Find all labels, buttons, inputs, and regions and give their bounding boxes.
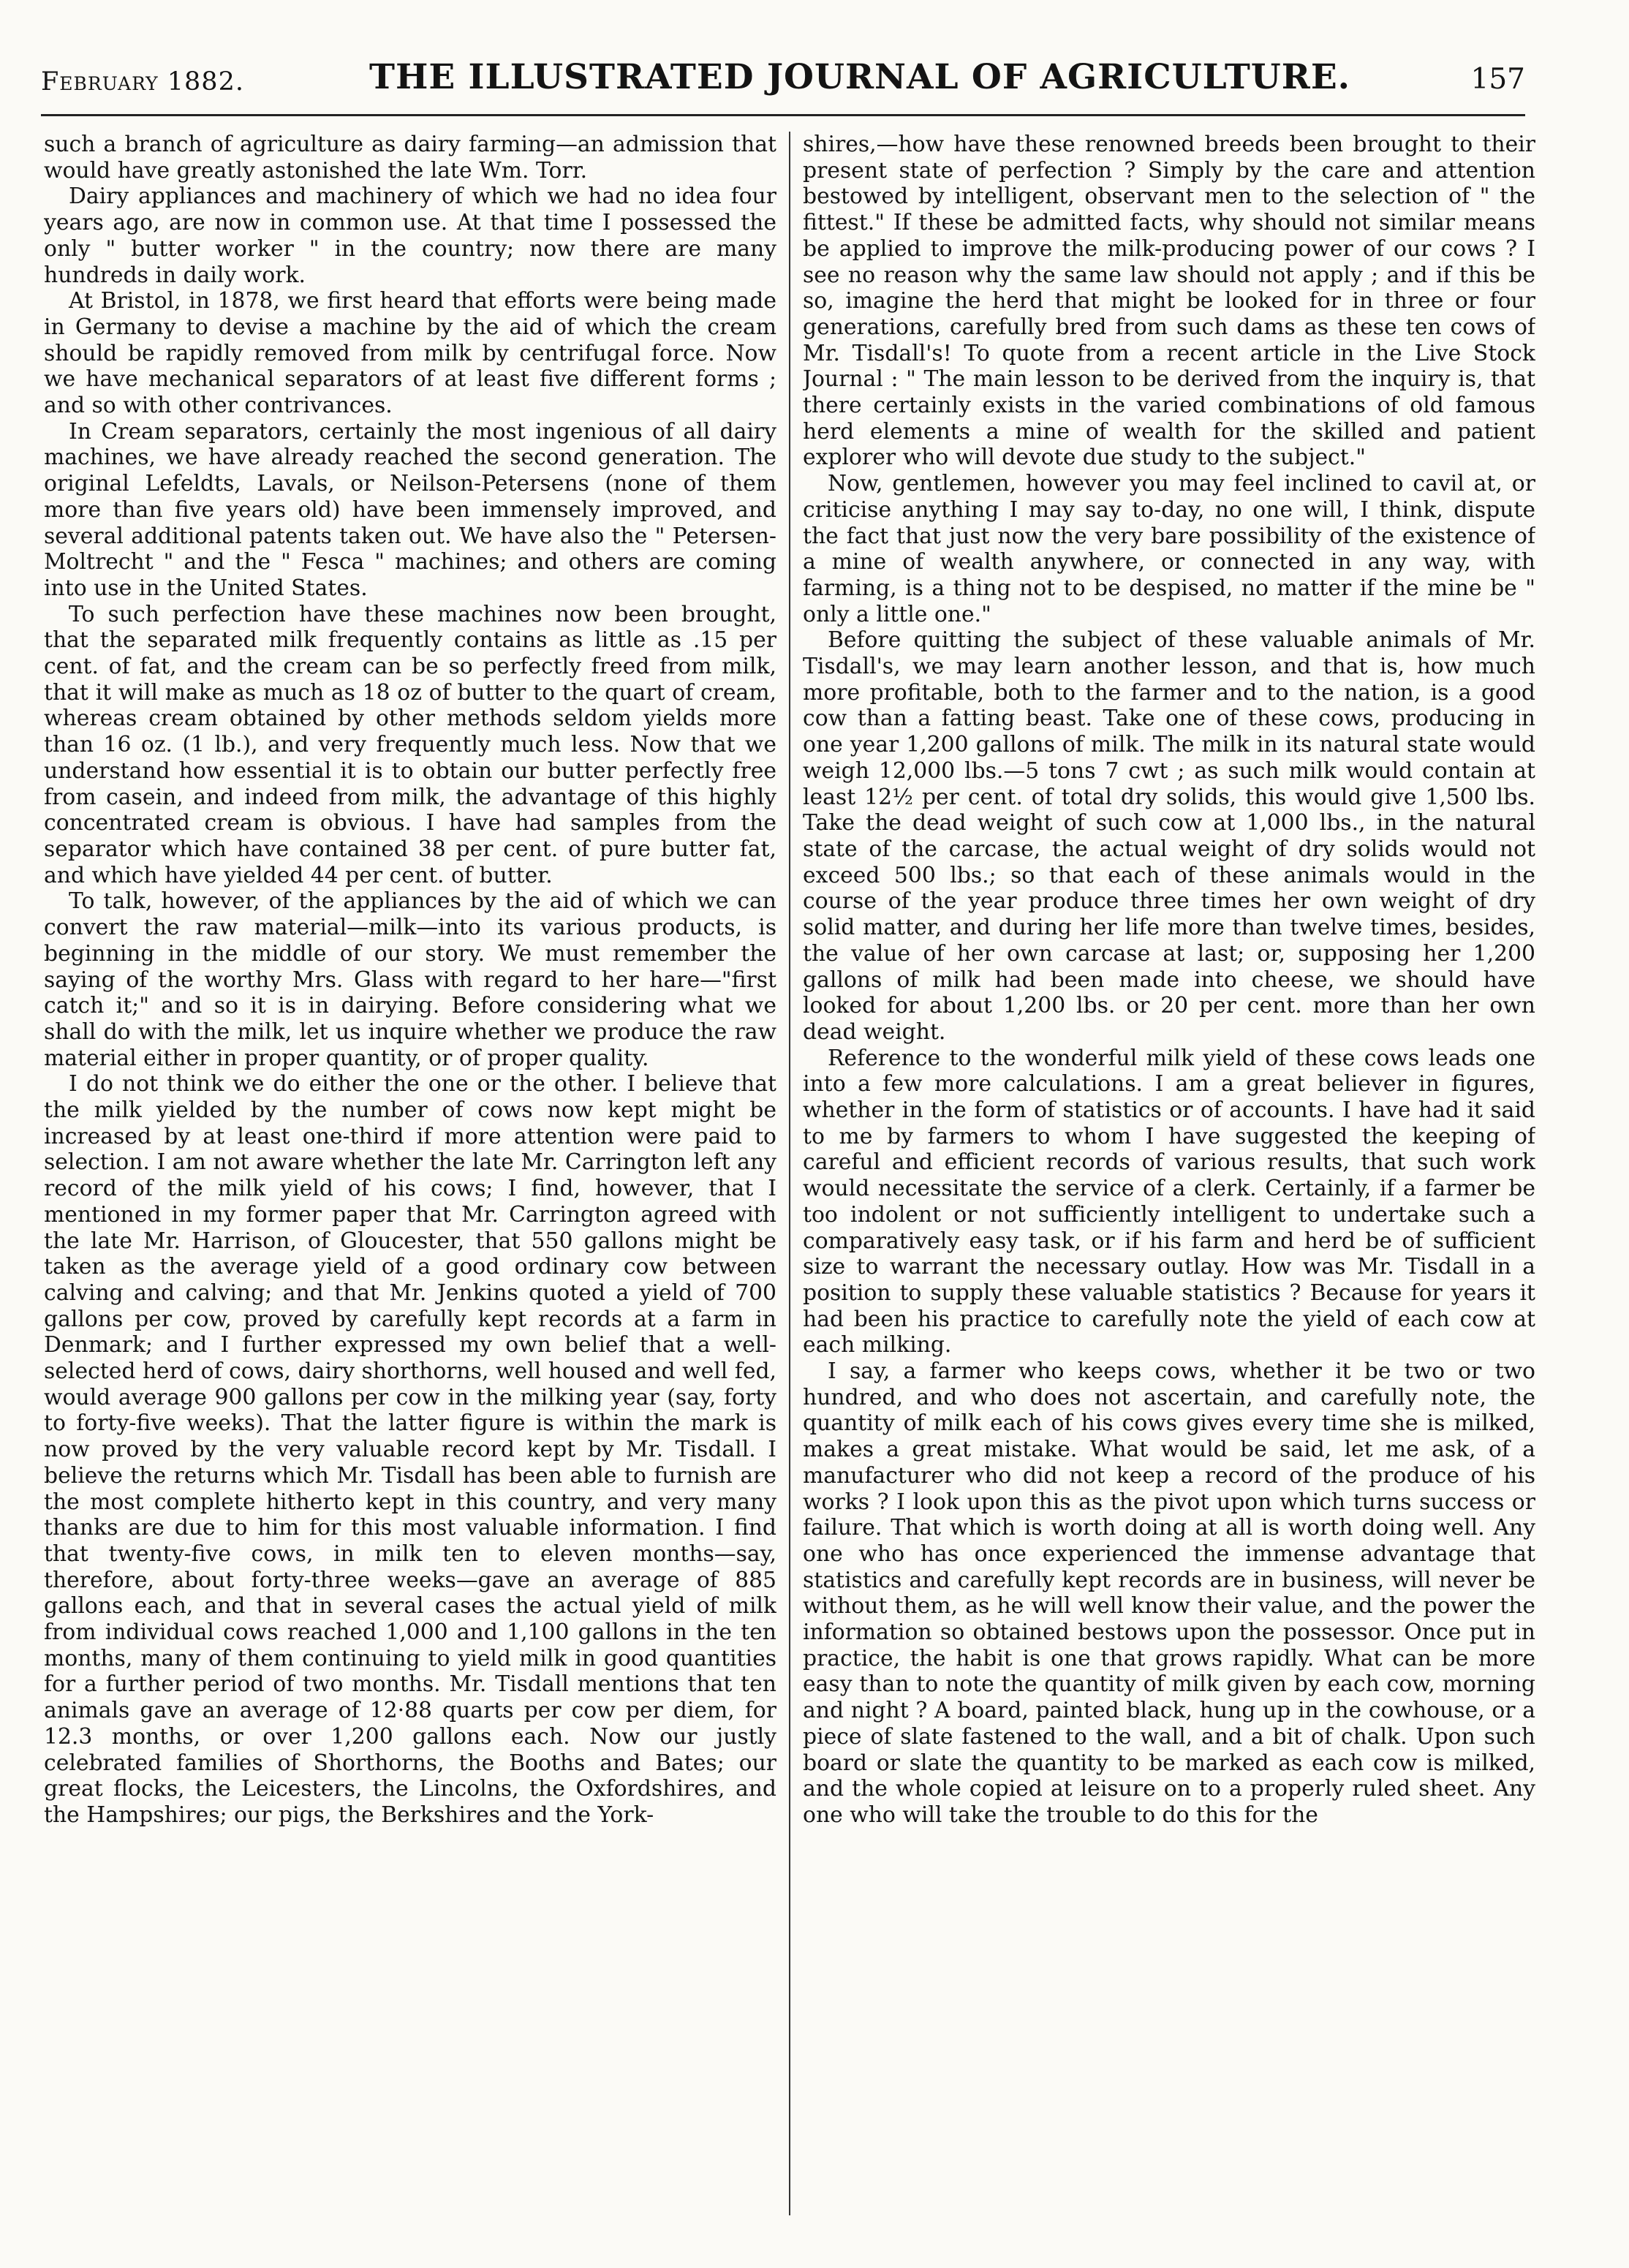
paragraph: I say, a farmer who keeps cows, whether it be two or two hundred, and who does not ascertain, and carefully note, the quantity of milk each of his cows gives every time she is milked, makes a great mistake. What would be said, let me ask, of a manufacturer who did not keep a record of the produce of his works ? I look upon this as the pivot upon which turns success or failure. That which is worth doing at all is worth doing well. Any one who has once experienced the immense advantage that statistics and carefully kept records are in business, will never be without them, as he will well know their value, and the power the information so obtained bestows upon the possessor. Once put in practice, the habit is one that grows rapidly. What can be more easy than to note the quantity of milk given by each cow, morning and night ? A board, painted black, hung up in the cowhouse, or a piece of slate fastened to the wall, and a bit of chalk. Upon such board or slate the quantity to be marked as each cow is milked, and the whole copied at leisure on to a properly ruled sheet. Any one who will take the trouble to do this for the <box>803 1358 1535 1828</box>
paragraph: At Bristol, in 1878, we first heard that efforts were being made in Germany to devise a machine by the aid of which the cream should be rapidly removed from milk by centrifugal force. Now we have mechanical separators of at least five different forms ; and so with other contrivances. <box>44 288 776 419</box>
paragraph: such a branch of agriculture as dairy farming—an admission that would have greatly astonished the late Wm. Torr. <box>44 132 776 184</box>
header-rule <box>41 114 1525 116</box>
journal-title: THE ILLUSTRATED JOURNAL OF AGRICULTURE. <box>368 57 1351 97</box>
paragraph: Now, gentlemen, however you may feel inclined to cavil at, or criticise anything I may say to-day, no one will, I think, dispute the fact that just now the very bare possibility of the existence of a mine of wealth anywhere, or connected in any way, with farming, is a thing not to be despised, no matter if the mine be " only a little one." <box>803 471 1535 627</box>
page-number: 157 <box>1470 63 1525 96</box>
left-column <box>44 132 776 2237</box>
paragraph: shires,—how have these renowned breeds been brought to their present state of perfection ? Simply by the care and attention bestowed by intelligent, observant men to the selection of " the fittest." If these be admitted facts, why should not similar means be applied to improve the milk-producing power of our cows ? I see no reason why the same law should not apply ; and if this be so, imagine the herd that might be looked for in three or four generations, carefully bred from such dams as these ten cows of Mr. Tisdall's! To quote from a recent article in the Live Stock Journal : " The main lesson to be derived from the inquiry is, that there certainly exists in the varied combinations of old famous herd elements a mine of wealth for the skilled and patient explorer who will devote due study to the subject." <box>803 132 1535 471</box>
paragraph: Before quitting the subject of these valuable animals of Mr. Tisdall's, we may learn another lesson, and that is, how much more profitable, both to the farmer and to the nation, is a good cow than a fatting beast. Take one of these cows, producing in one year 1,200 gallons of milk. The milk in its natural state would weigh 12,000 lbs.—5 tons 7 cwt ; as such milk would contain at least 12½ per cent. of total dry solids, this would give 1,500 lbs. Take the dead weight of such cow at 1,000 lbs., in the natural state of the carcase, the actual weight of dry solids would not exceed 500 lbs.; so that each of these animals would in the course of the year produce three times her own weight of dry solid matter, and during her life more than twelve times, besides, the value of her own carcase at last; or, supposing her 1,200 gallons of milk had been made into cheese, we should have looked for about 1,200 lbs. or 20 per cent. more than her own dead weight. <box>803 627 1535 1045</box>
paragraph: Dairy appliances and machinery of which we had no idea four years ago, are now in common use. At that time I possessed the only " butter worker " in the country; now there are many hundreds in daily work. <box>44 184 776 288</box>
column-divider <box>789 132 790 2215</box>
paragraph: I do not think we do either the one or the other. I believe that the milk yielded by the number of cows now kept might be increased by at least one-third if more attention were paid to selection. I am not aware whether the late Mr. Carrington left any record of the milk yield of his cows; I find, however, that I mentioned in my former paper that Mr. Carrington agreed with the late Mr. Harrison, of Gloucester, that 550 gallons might be taken as the average yield of a good ordinary cow between calving and calving; and that Mr. Jenkins quoted a yield of 700 gallons per cow, proved by carefully kept records at a farm in Denmark; and I further expressed my own belief that a well-selected herd of cows, dairy shorthorns, well housed and well fed, would average 900 gallons per cow in the milking year (say, forty to forty-five weeks). That the latter figure is within the mark is now proved by the very valuable record kept by Mr. Tisdall. I believe the returns which Mr. Tisdall has been able to furnish are the most complete hitherto kept in this country, and very many thanks are due to him for this most valuable information. I find that twenty-five cows, in milk ten to eleven months—say, therefore, about forty-three weeks—gave an average of 885 gallons each, and that in several cases the actual yield of milk from individual cows reached 1,000 and 1,100 gallons in the ten months, many of them continuing to yield milk in good quantities for a further period of two months. Mr. Tisdall mentions that ten animals gave an average of 12·88 quarts per cow per diem, for 12.3 months, or over 1,200 gallons each. Now our justly celebrated families of Shorthorns, the Booths and Bates; our great flocks, the Leicesters, the Lincolns, the Oxfordshires, and the Hampshires; our pigs, the Berkshires and the York- <box>44 1071 776 1828</box>
issue-date: February 1882. <box>41 67 244 97</box>
paragraph: In Cream separators, certainly the most ingenious of all dairy machines, we have already reached the second generation. The original Lefeldts, Lavals, or Neilson-Petersens (none of them more than five years old) have been immensely improved, and several additional patents taken out. We have also the " Petersen-Moltrecht " and the " Fesca " machines; and others are coming into use in the United States. <box>44 418 776 601</box>
paragraph: To talk, however, of the appliances by the aid of which we can convert the raw material—milk—into its various products, is beginning in the middle of our story. We must remember the saying of the worthy Mrs. Glass with regard to her hare—"first catch it;" and so it is in dairying. Before considering what we shall do with the milk, let us inquire whether we produce the raw material either in proper quantity, or of proper quality. <box>44 888 776 1071</box>
page-header <box>41 57 1525 101</box>
paragraph: Reference to the wonderful milk yield of these cows leads one into a few more calculations. I am a great believer in figures, whether in the form of statistics or of accounts. I have had it said to me by farmers to whom I have suggested the keeping of careful and efficient records of various results, that such work would necessitate the service of a clerk. Certainly, if a farmer be too indolent or not sufficiently intelligent to undertake such a comparatively easy task, or if his farm and herd be of sufficient size to warrant the necessary outlay. How was Mr. Tisdall in a position to supply these valuable statistics ? Because for years it had been his practice to carefully note the yield of each cow at each milking. <box>803 1045 1535 1358</box>
paragraph: To such perfection have these machines now been brought, that the separated milk frequently contains as little as .15 per cent. of fat, and the cream can be so perfectly freed from milk, that it will make as much as 18 oz of butter to the quart of cream, whereas cream obtained by other methods seldom yields more than 16 oz. (1 lb.), and very frequently much less. Now that we understand how essential it is to obtain our butter perfectly free from casein, and indeed from milk, the advantage of this highly concentrated cream is obvious. I have had samples from the separator which have contained 38 per cent. of pure butter fat, and which have yielded 44 per cent. of butter. <box>44 601 776 888</box>
right-column <box>803 132 1535 2237</box>
